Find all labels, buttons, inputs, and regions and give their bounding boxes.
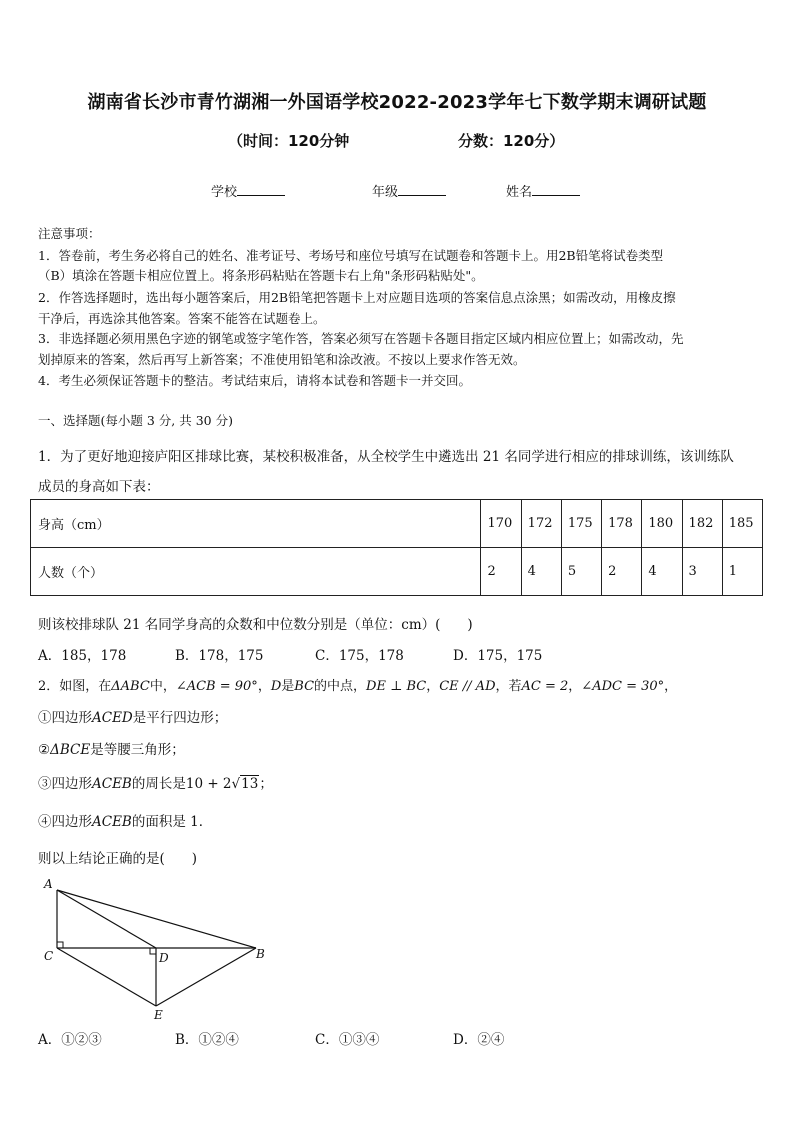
math-ac-length: AC = 2: [521, 679, 569, 694]
q2-option-d[interactable]: D．②④: [453, 1032, 505, 1048]
statement-text: ④四边形: [38, 814, 92, 830]
q1-option-b[interactable]: B．178，175: [175, 648, 264, 664]
name-field[interactable]: [506, 181, 580, 200]
table-cell: 2: [602, 548, 642, 596]
math-shape: ACEB: [92, 814, 132, 830]
q2-stem-text: 是: [281, 679, 295, 694]
math-angle-acb: ∠ACB = 90°: [175, 679, 258, 694]
exam-time: （时间：120分钟: [228, 132, 350, 150]
notice-line: （B）填涂在答题卡相应位置上。将条形码粘贴在答题卡右上角"条形码粘贴处"。: [38, 268, 484, 283]
name-blank[interactable]: [532, 182, 580, 196]
table-cell: 4: [521, 548, 561, 596]
q2-stem-text: ，若: [495, 679, 522, 694]
grade-field[interactable]: [372, 181, 446, 200]
label-a: A: [44, 877, 53, 891]
q2-option-c[interactable]: C．①③④: [315, 1032, 380, 1048]
q2-statement-3: [38, 772, 273, 792]
segment-eb: [156, 948, 256, 1006]
table-cell: 1: [722, 548, 762, 596]
math-perpendicular: DE ⊥ BC: [366, 679, 427, 694]
q2-option-a[interactable]: A．①②③: [38, 1032, 102, 1048]
statement-text: ②: [38, 742, 51, 758]
q1-stem-line1: 1．为了更好地迎接庐阳区排球比赛，某校积极准备，从全校学生中遴选出 21 名同学进行相应的排球训练，该训练队: [38, 449, 734, 465]
q1-option-d[interactable]: D．175，175: [453, 648, 543, 664]
q2-stem-text: 中，: [149, 679, 176, 694]
math-shape: ACED: [92, 710, 133, 726]
label-d: D: [159, 951, 169, 965]
right-angle-d: [150, 948, 156, 954]
table-cell: 182: [682, 500, 722, 548]
notice-line: 干净后，再选涂其他答案。答案不能答在试题卷上。: [38, 311, 326, 326]
segment-ad: [57, 890, 156, 948]
name-label: 姓名: [506, 185, 533, 200]
grade-label: 年级: [372, 185, 399, 200]
grade-blank[interactable]: [398, 182, 446, 196]
section-heading: 一、选择题(每小题 3 分, 共 30 分): [38, 413, 233, 428]
height-table: [30, 499, 763, 596]
exam-score: 分数：120分）: [458, 132, 565, 150]
table-cell: 2: [481, 548, 521, 596]
school-field[interactable]: [211, 181, 285, 200]
school-label: 学校: [211, 185, 238, 200]
q2-stem-text: ，: [568, 679, 582, 694]
table-cell: 3: [682, 548, 722, 596]
statement-text: 是等腰三角形；: [90, 742, 185, 758]
math-angle-adc: ∠ADC = 30°: [581, 679, 665, 694]
q2-option-b[interactable]: B．①②④: [175, 1032, 239, 1048]
q2-stem: [38, 675, 677, 694]
table-cell: 180: [642, 500, 682, 548]
table-cell: 175: [561, 500, 601, 548]
math-point-d: D: [270, 679, 282, 694]
label-c: C: [44, 949, 54, 963]
label-b: B: [256, 947, 265, 961]
notice-line: 3．非选择题必须用黑色字迹的钢笔或签字笔作答，答案必须写在答题卡各题目指定区域内相应位置上；如需改动，先: [38, 331, 684, 346]
school-blank[interactable]: [237, 182, 285, 196]
q2-stem-text: 的中点，: [314, 679, 367, 694]
table-cell: 4: [642, 548, 682, 596]
statement-text: 的周长是: [131, 776, 186, 792]
table-row: [31, 548, 763, 596]
q1-option-a[interactable]: A．185，178: [38, 648, 127, 664]
table-cell: 185: [722, 500, 762, 548]
table-cell-label: 人数（个）: [31, 548, 481, 596]
table-cell: 170: [481, 500, 521, 548]
q2-stem-text: ，: [257, 679, 271, 694]
math-segment-bc: BC: [294, 679, 315, 694]
math-shape: ΔBCE: [50, 742, 91, 758]
segment-ce: [57, 948, 156, 1006]
table-row: [31, 500, 763, 548]
notice-line: 2．作答选择题时，选出每小题答案后，用2B铅笔把答题卡上对应题目选项的答案信息点涂黑；如需改动，用橡皮擦: [38, 290, 676, 305]
table-cell-label: 身高（cm）: [31, 500, 481, 548]
table-cell: 5: [561, 548, 601, 596]
q2-stem-text: ，: [426, 679, 440, 694]
q1-option-c[interactable]: C．175，178: [315, 648, 404, 664]
math-triangle-abc: ΔABC: [111, 679, 150, 694]
q1-stem-line2: 成员的身高如下表：: [38, 479, 160, 495]
q1-question: 则该校排球队 21 名同学身高的众数和中位数分别是（单位：cm）( ): [38, 617, 473, 633]
sqrt-sign: √: [231, 776, 241, 792]
exam-title: 湖南省长沙市青竹湖湘一外国语学校2022-2023学年七下数学期末调研试题: [87, 92, 707, 113]
statement-text: 的面积是 1．: [131, 814, 213, 830]
math-parallel: CE // AD: [439, 679, 496, 694]
q2-question: 则以上结论正确的是( ): [38, 851, 198, 867]
q2-statement-1: [38, 706, 227, 726]
segment-ab: [57, 890, 256, 948]
notice-line: 4．考生必须保证答题卡的整洁。考试结束后，请将本试卷和答题卡一并交回。: [38, 373, 471, 388]
q2-stem-text: ，: [664, 679, 678, 694]
q2-statement-4: [38, 810, 212, 830]
notice-line: 划掉原来的答案，然后再写上新答案；不准使用铅笔和涂改液。不按以上要求作答无效。: [38, 352, 526, 367]
notice-line: 1．答卷前，考生务必将自己的姓名、准考证号、考场号和座位号填写在试题卷和答题卡上。用2B铅笔将试卷类型: [38, 248, 664, 263]
label-e: E: [154, 1008, 163, 1022]
table-cell: 172: [521, 500, 561, 548]
q2-stem-text: 2．如图，在: [38, 679, 112, 694]
geometry-figure: [38, 874, 278, 1022]
statement-text: ；: [259, 776, 273, 792]
statement-text: 是平行四边形；: [132, 710, 228, 726]
q2-statement-2: [38, 738, 185, 758]
math-perimeter-value: 10 + 2: [185, 776, 232, 792]
math-shape: ACEB: [92, 776, 132, 792]
math-radicand: 13: [241, 776, 259, 792]
table-cell: 178: [602, 500, 642, 548]
notice-heading: 注意事项：: [38, 226, 101, 241]
statement-text: ③四边形: [38, 776, 92, 792]
right-angle-c: [57, 942, 63, 948]
statement-text: ①四边形: [38, 710, 92, 726]
